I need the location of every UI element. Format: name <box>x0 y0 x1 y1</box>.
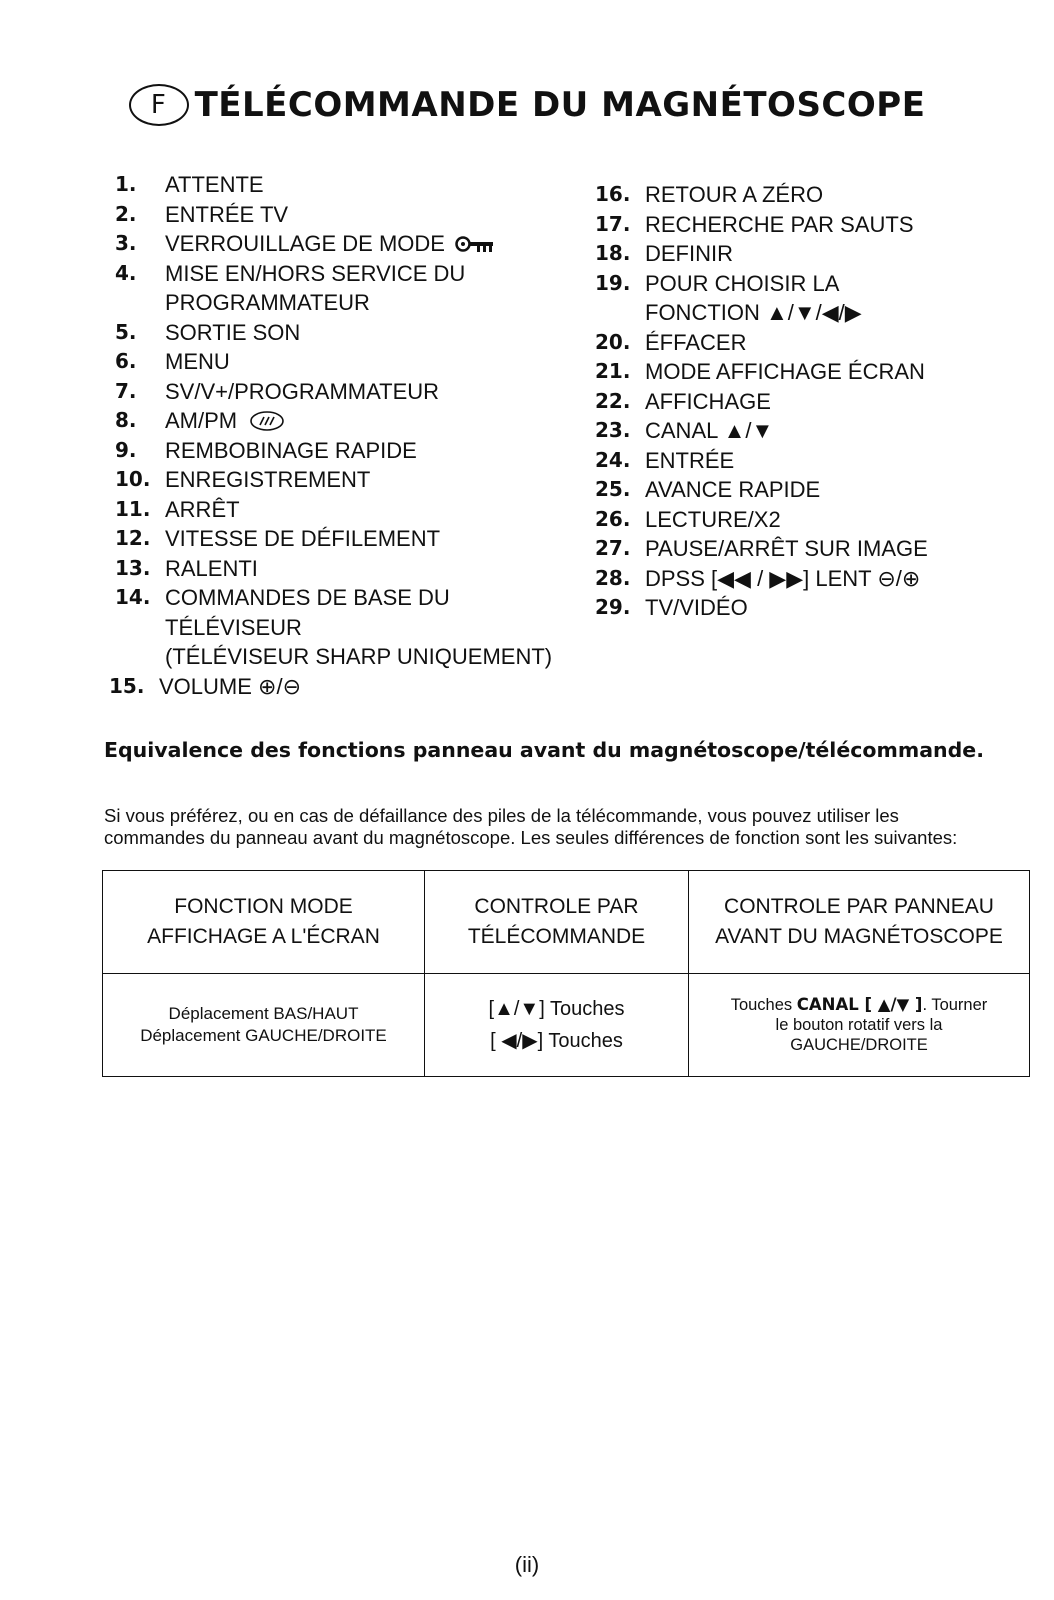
list-item: 17. RECHERCHE PAR SAUTS <box>595 211 914 237</box>
intro-paragraph: Si vous préférez, ou en cas de défaillance des piles de la télécommande, vous pouvez utiliser les commandes du panneau avant du magnétoscope. Les seules différences de fonction sont les suivantes: <box>104 804 958 848</box>
list-item: 8. AM/PM <box>115 406 555 436</box>
list-item: 18. DEFINIR <box>595 241 733 266</box>
list-item: 23. CANAL ▲/▼ <box>595 418 774 443</box>
table-header-cell: CONTROLE PAR TÉLÉCOMMANDE <box>425 871 689 974</box>
list-item: 10. ENREGISTREMENT <box>115 467 371 492</box>
equivalence-table <box>102 870 1030 1077</box>
list-item: 13. RALENTI <box>115 555 258 581</box>
list-item: 22. AFFICHAGE <box>595 388 771 414</box>
list-item: 24. ENTRÉE <box>595 447 735 473</box>
am-pm-icon <box>249 410 285 432</box>
list-item: 3. VERROUILLAGE DE MODE <box>115 229 555 259</box>
list-item: 6. MENU <box>115 349 230 374</box>
remote-button-list-right <box>595 180 1035 623</box>
table-header-cell: CONTROLE PAR PANNEAU AVANT DU MAGNÉTOSCOPE <box>689 871 1030 974</box>
list-item: 25. AVANCE RAPIDE <box>595 477 821 502</box>
language-badge: F <box>129 84 189 126</box>
list-item: 7. SV/V+/PROGRAMMATEUR <box>115 378 440 404</box>
list-item: 19. POUR CHOISIR LA FONCTION ▲/▼/◀/▶ <box>595 270 862 325</box>
list-item: 11. ARRÊT <box>115 496 240 522</box>
remote-button-list-left <box>109 170 555 701</box>
list-item: 16. RETOUR A ZÉRO <box>595 182 824 207</box>
table-header-cell: FONCTION MODE AFFICHAGE A L'ÉCRAN <box>103 871 425 974</box>
key-icon <box>455 234 495 254</box>
table-cell: Touches CANAL [ ▲/▼ ]. Tourner le bouton rotatif vers la GAUCHE/DROITE <box>689 974 1030 1077</box>
list-item: 20. ÉFFACER <box>595 329 747 355</box>
page-number: (ii) <box>514 1552 540 1577</box>
list-item: 1. ATTENTE <box>115 172 264 197</box>
table-row <box>103 974 1030 1077</box>
list-item: 15. VOLUME ⊕/⊖ <box>109 673 302 699</box>
table-cell: Déplacement BAS/HAUT Déplacement GAUCHE/DROITE <box>103 974 425 1077</box>
table-cell: [▲/▼] Touches [ ◀/▶] Touches <box>425 974 689 1077</box>
list-item: 2. ENTRÉE TV <box>115 201 289 227</box>
list-item: 14. COMMANDES DE BASE DU TÉLÉVISEUR (TÉLÉVISEUR SHARP UNIQUEMENT) <box>115 585 553 669</box>
list-item: 12. VITESSE DE DÉFILEMENT <box>115 526 441 551</box>
table-header-row <box>103 871 1030 974</box>
title-text: TÉLÉCOMMANDE DU MAGNÉTOSCOPE <box>194 85 926 125</box>
list-item: 5. SORTIE SON <box>115 319 301 345</box>
list-item: 4. MISE EN/HORS SERVICE DU PROGRAMMATEUR <box>115 260 466 315</box>
list-item: 28. DPSS [◀◀ / ▶▶] LENT ⊖/⊕ <box>595 565 921 591</box>
list-item: 27. PAUSE/ARRÊT SUR IMAGE <box>595 536 928 561</box>
list-item: 21. MODE AFFICHAGE ÉCRAN <box>595 359 925 384</box>
section-heading: Equivalence des fonctions panneau avant du magnétoscope/télécommande. <box>104 738 984 762</box>
list-item: 29. TV/VIDÉO <box>595 595 748 620</box>
list-item: 9. REMBOBINAGE RAPIDE <box>115 437 417 463</box>
page-title <box>0 84 1054 126</box>
list-item: 26. LECTURE/X2 <box>595 506 781 532</box>
